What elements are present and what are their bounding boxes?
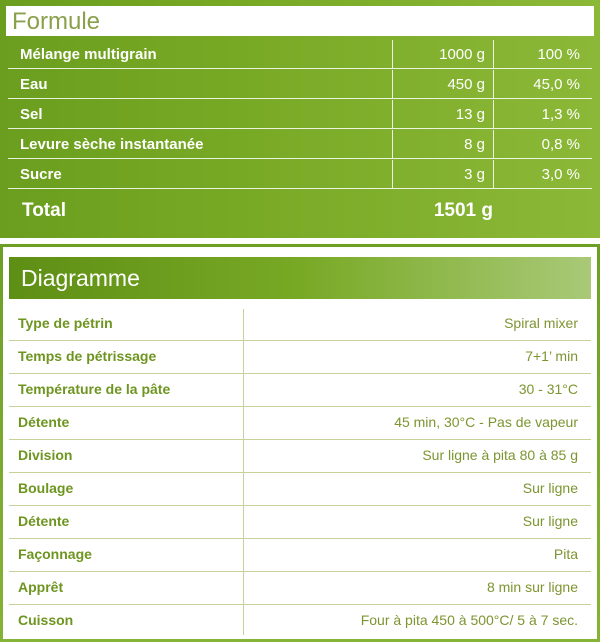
formule-row — [8, 160, 592, 188]
step-label: Température de la pâte — [18, 381, 171, 397]
step-value: Spiral mixer — [504, 315, 578, 331]
ingredient-weight: 3 g — [464, 166, 485, 183]
formule-row — [8, 40, 592, 68]
step-value: Sur ligne — [522, 480, 578, 496]
step-label: Division — [18, 447, 73, 463]
step-value: Pita — [553, 546, 578, 562]
ingredient-weight: 13 g — [455, 106, 485, 123]
step-value: 7+1’ min — [525, 348, 578, 364]
step-label: Détente — [18, 414, 70, 430]
diagramme-row — [9, 307, 591, 340]
diagramme-row — [9, 538, 591, 571]
diagramme-title: Diagramme — [21, 265, 140, 291]
ingredient-name: Mélange multigrain — [20, 46, 157, 63]
ingredient-percent: 3,0 % — [541, 166, 580, 183]
formule-title: Formule — [12, 8, 101, 35]
ingredient-weight: 8 g — [464, 136, 485, 153]
ingredient-name: Sel — [20, 106, 43, 123]
ingredient-name: Levure sèche instantanée — [20, 136, 204, 153]
step-value: Sur ligne — [522, 513, 578, 529]
ingredient-weight: 450 g — [447, 76, 485, 93]
row-divider — [8, 158, 592, 159]
step-value: 8 min sur ligne — [486, 579, 578, 595]
diagramme-row — [9, 373, 591, 406]
diagramme-row — [9, 571, 591, 604]
diagramme-row — [9, 472, 591, 505]
total-value: 1501 g — [433, 200, 493, 221]
ingredient-name: Eau — [20, 76, 48, 93]
row-divider — [8, 98, 592, 99]
ingredient-percent: 100 % — [537, 46, 580, 63]
step-value: 45 min, 30°C - Pas de vapeur — [394, 414, 578, 430]
diagramme-row — [9, 505, 591, 538]
diagramme-section — [0, 244, 600, 642]
ingredient-percent: 0,8 % — [541, 136, 580, 153]
step-label: Détente — [18, 513, 70, 529]
row-divider — [8, 68, 592, 69]
step-value: Sur ligne à pita 80 à 85 g — [422, 447, 578, 463]
step-label: Boulage — [18, 480, 74, 496]
formule-title-bar — [6, 6, 594, 36]
formule-row — [8, 100, 592, 128]
ingredient-weight: 1000 g — [439, 46, 485, 63]
total-label: Total — [22, 200, 66, 221]
diagramme-row — [9, 439, 591, 472]
ingredient-percent: 1,3 % — [541, 106, 580, 123]
ingredient-percent: 45,0 % — [533, 76, 580, 93]
diagramme-row — [9, 604, 591, 637]
diagramme-panel — [3, 247, 597, 639]
step-value: Four à pita 450 à 500°C/ 5 à 7 sec. — [360, 612, 578, 628]
step-label: Cuisson — [18, 612, 74, 628]
formule-row — [8, 130, 592, 158]
row-divider — [8, 188, 592, 189]
row-divider — [8, 128, 592, 129]
step-label: Type de pétrin — [18, 315, 113, 331]
formule-section — [0, 0, 600, 238]
step-label: Temps de pétrissage — [18, 348, 157, 364]
step-label: Façonnage — [18, 546, 92, 562]
ingredient-name: Sucre — [20, 166, 62, 183]
diagramme-row — [9, 340, 591, 373]
diagramme-row — [9, 406, 591, 439]
formule-row — [8, 70, 592, 98]
step-label: Apprêt — [18, 579, 64, 595]
diagramme-title-bar — [9, 257, 591, 299]
step-value: 30 - 31°C — [518, 381, 578, 397]
